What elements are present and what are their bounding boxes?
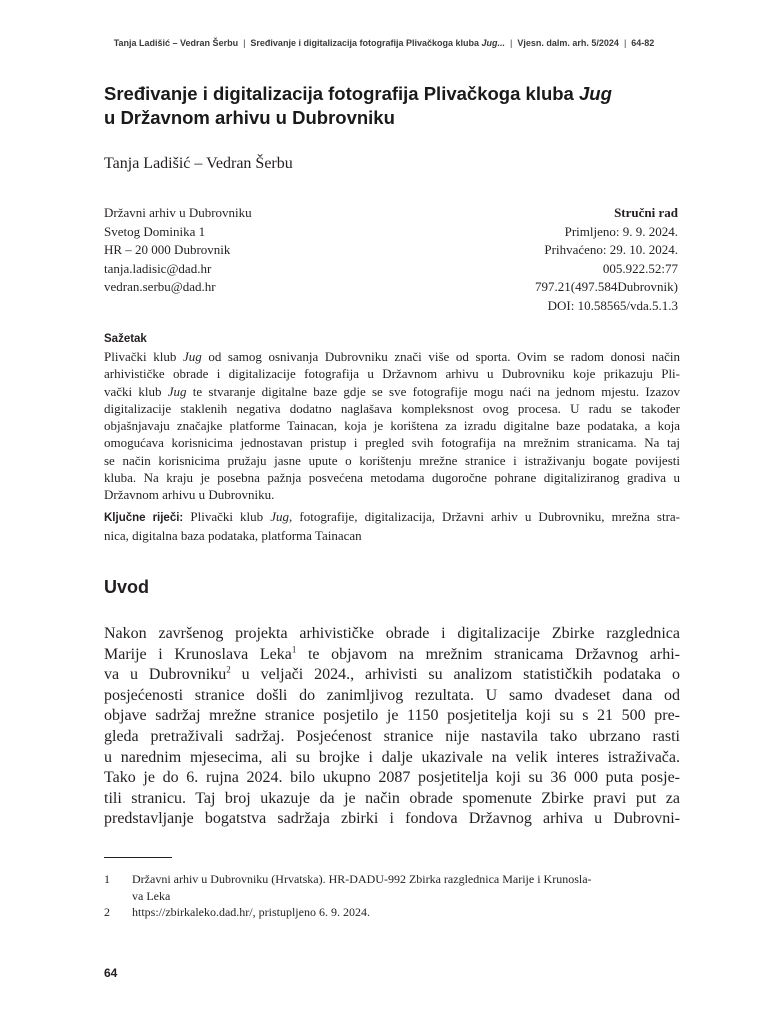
article-title — [104, 82, 684, 130]
running-head-authors: Tanja Ladišić – Vedran Šerbu — [113, 38, 239, 48]
footnotes — [104, 871, 680, 921]
accepted-date: Prihvaćeno: 29. 10. 2024. — [544, 242, 678, 257]
footnote-number: 2 — [104, 905, 110, 919]
keywords — [104, 508, 680, 545]
body-line: Marije i Krunoslava Leka$^1$ te objavom na mrežnim stranicama Državnog arhi- — [104, 644, 681, 663]
body-line: Nakon završenog projekta arhivističke obrade i digitalizacije Zbirke razglednica — [104, 625, 680, 642]
abstract-line: digitalizacije staklenih negativa dodatno naglašava kompleksnost ovog procesa. U radu se također — [104, 400, 680, 416]
footnote-link[interactable]: https://zbirkaleko.dad.hr/, pristupljeno 6. 9. 2024. — [132, 905, 370, 919]
body-line: gleda pretraživali sadržaj. Posjećenost stranice nije nastavila tako ubrzano rasti — [104, 727, 680, 745]
running-head-pages: 64-82 — [631, 38, 655, 48]
author-affiliation — [104, 204, 252, 297]
abstract-line: omogućava korisnicima jednostavan pristup i pregled svih fotografija na mrežnim stranicama. Na taj — [104, 435, 680, 451]
page-number: 64 — [104, 966, 118, 980]
keywords-line: Ključne riječi: Plivački klub Jug, fotografije, digitalizacija, Državni arhiv u Dubrovniku, mrežna stra- — [104, 509, 681, 524]
article-authors: Tanja Ladišić – Vedran Šerbu — [104, 155, 293, 172]
footnote-divider — [104, 857, 172, 858]
abstract-line: objašnjavaju značajke platforme Tainacan, koja je korištena za izradu digitalne baze podataka, a koja — [104, 418, 680, 434]
running-head — [0, 38, 768, 48]
udc-code-1: 005.922.52:77 — [602, 260, 678, 276]
abstract-line: arhivističke obrade i digitalizacije fotografija u Državnom arhivu u Dubrovniku koje prikazuju Pli- — [104, 366, 680, 382]
footnote-text: Državni arhiv u Dubrovniku (Hrvatska). HR-DADU-992 Zbirka razglednica Marije i Krunosla- — [132, 872, 592, 886]
body-line: u narednim mjesecima, ali su brojke i dalje ukazivale na velik interes istraživača. — [104, 748, 680, 766]
abstract-line: kluba. Na kraju je posebna pažnja posvećena metodama dugoročne pohrane digitaliziranog gradiva u — [104, 470, 680, 486]
abstract-line: Plivački klub Jug od samog osnivanja Dubrovniku znači više od sporta. Ovim se radom donosi način — [104, 349, 681, 364]
title-line-2: u Državnom arhivu u Dubrovniku — [104, 107, 395, 128]
running-head-short-title-italic: Jug... — [481, 38, 506, 48]
running-head-separator: | — [623, 38, 627, 48]
footnote-number: 1 — [104, 872, 110, 886]
body-line: Tako je do 6. rujna 2024. bilo ukupno 2087 posjetitelja koji su 36 000 puta posje- — [104, 769, 680, 787]
running-head-separator: | — [510, 38, 513, 48]
body-line: predstavljanje bogatstva sadržaja zbirki i fondova Državnog arhiva u Dubrovni- — [104, 810, 680, 828]
doi[interactable]: DOI: 10.58565/vda.5.1.3 — [547, 297, 678, 313]
abstract-line: se način korisnicima pružaju jasne upute o korištenju mrežne stranice i istraživanju bogate povijesti — [104, 452, 680, 468]
running-head-short-title: Sređivanje i digitalizacija fotografija Plivačkoga kluba — [250, 38, 479, 48]
udc-code-2: 797.21(497.584Dubrovnik) — [535, 279, 678, 294]
footnote-2 — [104, 904, 680, 921]
body-line: va u Dubrovniku$^2$ u veljači 2024., arhivisti su analizom statističkih podataka o — [104, 664, 680, 684]
running-head-journal: Vjesn. dalm. arh. 5/2024 — [517, 38, 619, 48]
abstract-line: Državnom arhivu u Dubrovniku. — [104, 487, 275, 503]
affiliation-email-2[interactable]: vedran.serbu@dad.hr — [104, 279, 216, 294]
title-italic-club-name: Jug — [579, 83, 612, 104]
keywords-label: Ključne riječi: — [104, 512, 184, 524]
section-heading: Uvod — [104, 577, 149, 597]
article-metadata — [535, 204, 678, 315]
affiliation-email-1[interactable]: tanja.ladisic@dad.hr — [104, 260, 212, 276]
received-date: Primljeno: 9. 9. 2024. — [564, 223, 678, 239]
affiliation-street: Svetog Dominika 1 — [104, 223, 206, 239]
running-head-separator: | — [243, 38, 246, 48]
affiliation-institution: Državni arhiv u Dubrovniku — [104, 205, 252, 220]
body-paragraph — [104, 624, 680, 830]
abstract-line: vački klub Jug te stvaranje digitalne baze gdje se sve fotografije mogu naći na jednom mjestu. Izazov — [104, 383, 681, 399]
abstract-heading: Sažetak — [104, 333, 147, 345]
footnote-1 — [104, 871, 680, 904]
footnote-ref-2[interactable]: 2 — [226, 664, 231, 675]
body-line: posjećenosti stranice došli do zanimljivog rezultata. U samo dvadeset dana od — [104, 686, 680, 704]
keywords-line: nica, digitalna baza podataka, platforma Tainacan — [104, 528, 362, 544]
body-line: tili stranicu. Taj broj ukazuje da je način obrade spomenute Zbirke pravi put za — [104, 789, 680, 807]
article-type: Stručni rad — [614, 205, 678, 220]
footnote-ref-1[interactable]: 1 — [291, 644, 297, 655]
title-line-1: Sređivanje i digitalizacija fotografija Plivačkoga kluba Jug — [104, 83, 612, 104]
affiliation-city: HR – 20 000 Dubrovnik — [104, 242, 231, 257]
abstract-text — [104, 348, 680, 504]
footnote-text: va Leka — [132, 888, 171, 903]
body-line: objave sadržaj mrežne stranice posjetilo je 1150 posjetitelja koji su s 21 500 pre- — [104, 707, 680, 725]
